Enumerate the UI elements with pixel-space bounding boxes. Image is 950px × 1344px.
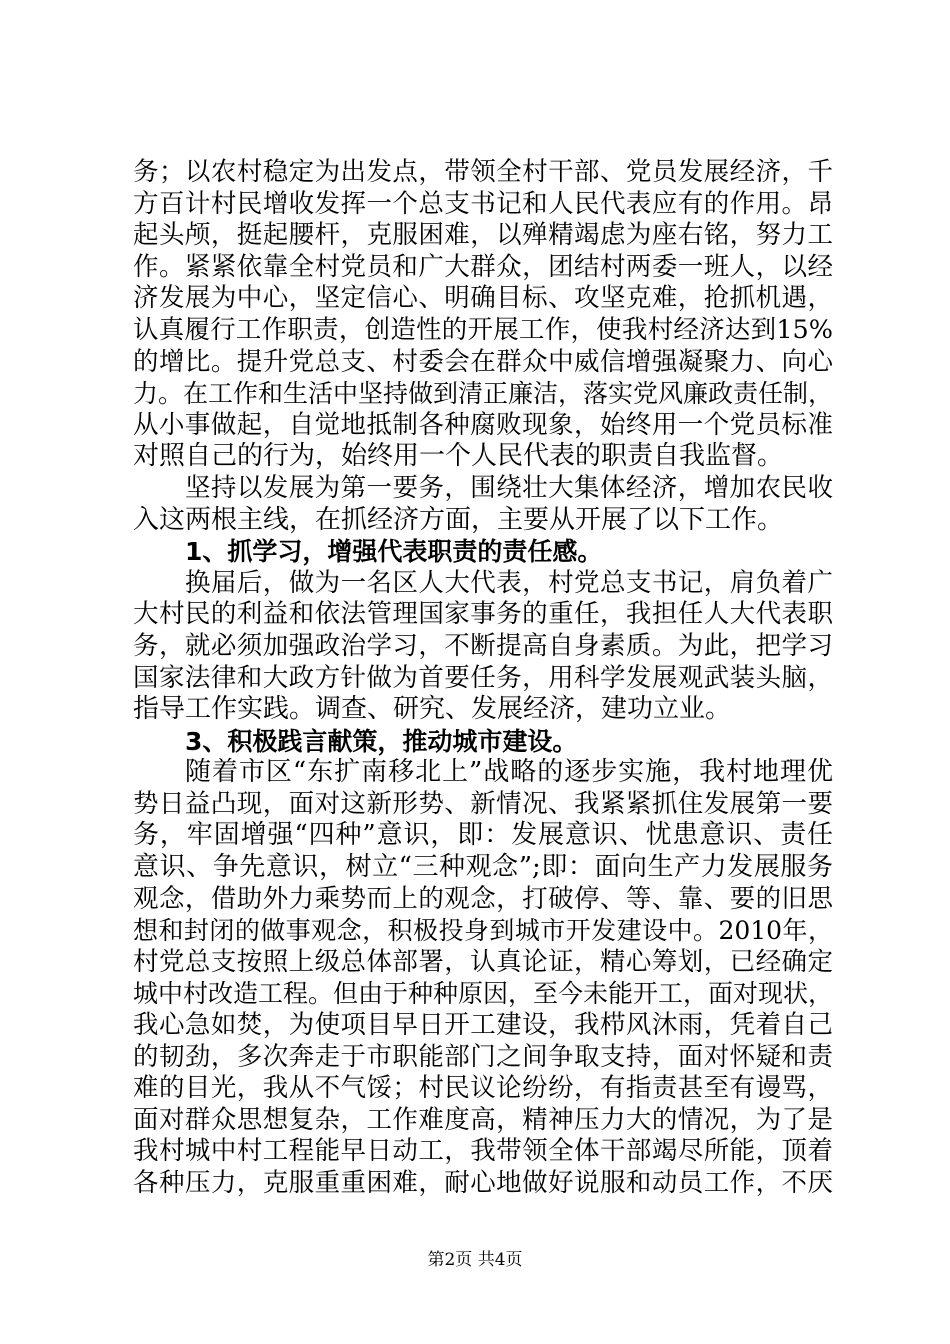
- body-line-10: 对照自己的行为，始终用一个人民代表的职责自我监督。: [133, 441, 784, 472]
- body-line-32: 我村城中村工程能早日动工，我带领全体干部竭尽所能，顶着: [133, 1136, 833, 1167]
- body-line-26: 村党总支按照上级总体部署，认真论证，精心筹划，已经确定: [133, 946, 833, 977]
- body-line-4: 作。紧紧依靠全村党员和广大群众，团结村两委一班人，以经: [133, 251, 833, 282]
- body-line-22: 务，牢固增强“四种”意识，即：发展意识、忧患意识、责任: [133, 820, 833, 851]
- body-line-11: 坚持以发展为第一要务，围绕壮大集体经济，增加农民收: [185, 472, 833, 503]
- body-line-27: 城中村改造工程。但由于种种原因，至今未能开工，面对现状，: [133, 979, 834, 1009]
- body-line-33: 各种压力，克服重重困难，耐心地做好说服和动员工作，不厌: [133, 1168, 833, 1198]
- body-line-1: 务；以农村稳定为出发点，带领全村干部、党员发展经济，千: [133, 157, 833, 187]
- document-body: [133, 157, 833, 1200]
- body-line-30: 难的目光，我从不气馁；村民议论纷纷，有指责甚至有谩骂，: [133, 1073, 833, 1104]
- body-line-14: 换届后，做为一名区人大代表，村党总支书记，肩负着广: [185, 567, 833, 598]
- body-line-8: 力。在工作和生活中坚持做到清正廉洁，落实党风廉政责任制，: [133, 379, 834, 409]
- body-line-3: 起头颅，挺起腰杆，克服困难，以殚精竭虑为座右铭，努力工: [133, 220, 833, 251]
- body-line-15: 大村民的利益和依法管理国家事务的重任，我担任人大代表职: [133, 599, 833, 630]
- body-line-21: 势日益凸现，面对这新形势、新情况、我紧紧抓住发展第一要: [133, 788, 833, 819]
- body-line-7: 的增比。提升党总支、村委会在群众中威信增强凝聚力、向心: [133, 346, 833, 377]
- body-line-20: 随着市区“东扩南移北上”战略的逐步实施，我村地理优: [185, 757, 833, 788]
- body-line-31: 面对群众思想复杂，工作难度高，精神压力大的情况，为了是: [133, 1104, 833, 1135]
- page-number-footer: 第2页 共4页: [427, 1250, 523, 1270]
- body-line-28: 我心急如焚，为使项目早日开工建设，我栉风沐雨，凭着自己: [133, 1010, 833, 1041]
- body-line-5: 济发展为中心，坚定信心、明确目标、攻坚克难，抢抓机遇，: [133, 283, 833, 314]
- body-line-24: 观念，借助外力乘势而上的观念，打破停、等、靠、要的旧思: [133, 883, 833, 914]
- body-line-18: 指导工作实践。调查、研究、发展经济，建功立业。: [133, 694, 732, 725]
- section-heading-3: 3、积极践言献策，推动城市建设。: [185, 726, 578, 756]
- body-line-16: 务，就必须加强政治学习，不断提高自身素质。为此，把学习: [133, 630, 833, 661]
- body-line-17: 国家法律和大政方针做为首要任务，用科学发展观武装头脑，: [133, 662, 833, 693]
- body-line-25: 想和封闭的做事观念，积极投身到城市开发建设中。2010年，: [133, 916, 833, 946]
- body-line-29: 的韧劲，多次奔走于市职能部门之间争取支持，面对怀疑和责: [133, 1041, 833, 1072]
- body-line-9: 从小事做起，自觉地抵制各种腐败现象，始终用一个党员标准: [133, 409, 833, 440]
- section-heading-1: 1、抓学习，增强代表职责的责任感。: [185, 537, 603, 567]
- body-line-12: 入这两根主线，在抓经济方面，主要从开展了以下工作。: [133, 504, 784, 535]
- body-line-6: 认真履行工作职责，创造性的开展工作，使我村经济达到15%: [133, 314, 833, 345]
- body-line-23: 意识、争先意识，树立“三种观念”;即：面向生产力发展服务: [133, 852, 833, 883]
- body-line-2: 方百计村民增收发挥一个总支书记和人民代表应有的作用。昂: [133, 188, 833, 219]
